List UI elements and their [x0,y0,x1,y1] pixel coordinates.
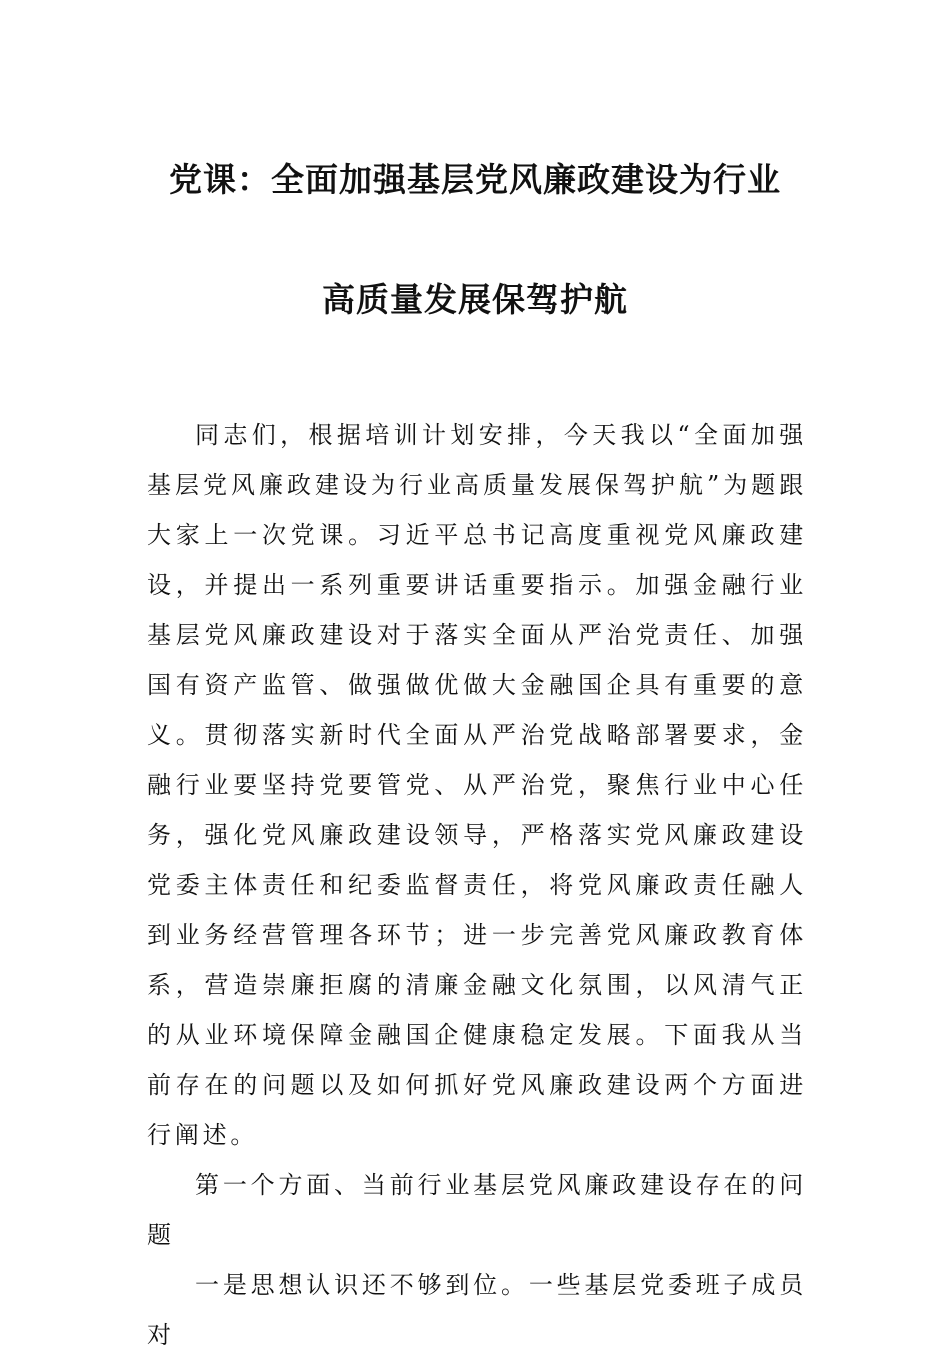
document-title-line-1: 党课：全面加强基层党风廉政建设为行业 [169,160,781,199]
document-body [147,410,807,1360]
section-heading: 第一个方面、当前行业基层党风廉政建设存在的问题 [147,1171,807,1249]
point-one-paragraph: 一是思想认识还不够到位。一些基层党委班子成员对 [147,1271,807,1349]
intro-paragraph: 同志们，根据培训计划安排，今天我以“全面加强基层党风廉政建设为行业高质量发展保驾护航”为题跟大家上一次党课。习近平总书记高度重视党风廉政建设，并提出一系列重要讲话重要指示。加强金融行业基层党风廉政建设对于落实全面从严治党责任、加强国有资产监管、做强做优做大金融国企具有重要的意义。贯彻落实新时代全面从严治党战略部署要求，金融行业要坚持党要管党、从严治党，聚焦行业中心任务，强化党风廉政建设领导，严格落实党风廉政建设党委主体责任和纪委监督责任，将党风廉政责任融人到业务经营管理各环节；进一步完善党风廉政教育体系，营造崇廉拒腐的清廉金融文化氛围，以风清气正的从业环境保障金融国企健康稳定发展。下面我从当前存在的问题以及如何抓好党风廉政建设两个方面进行阐述。 [147,421,807,1149]
document-title-line-2: 高质量发展保驾护航 [322,280,628,319]
